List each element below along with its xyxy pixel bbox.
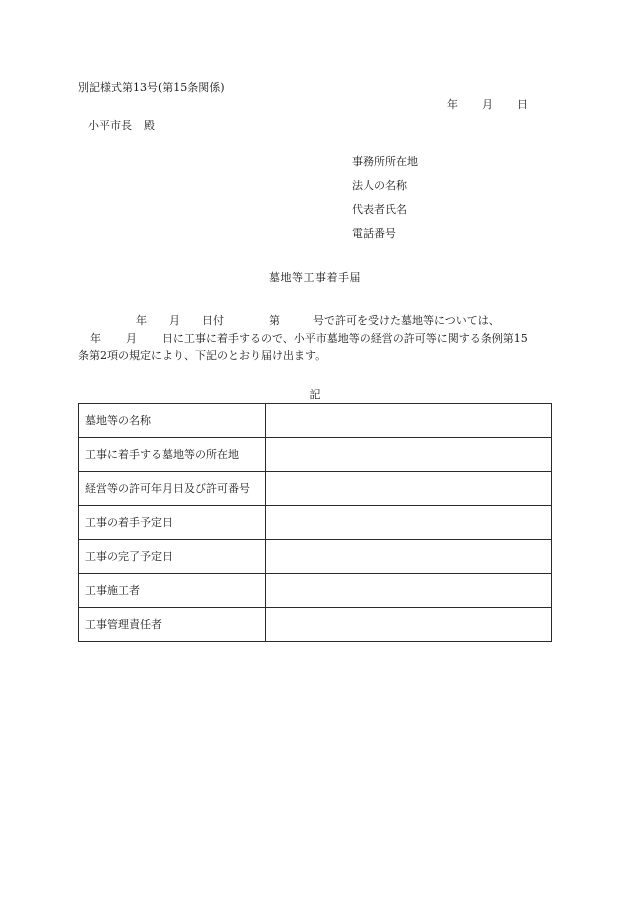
ki-heading: 記 [309,388,321,401]
table-row [79,438,552,472]
row-label: 墓地等の名称 [79,404,266,438]
row-value-field[interactable] [266,404,552,438]
body-month-label: 月 [169,314,180,327]
row-label: 工事管理責任者 [79,608,266,642]
table-row [79,574,552,608]
table-row [79,608,552,642]
form-number: 別記様式第13号(第15条関係) [78,81,225,94]
row-label: 工事に着手する墓地等の所在地 [79,438,266,472]
corporation-name-label: 法人の名称 [352,179,407,192]
submission-date [447,98,528,111]
table-row [79,506,552,540]
details-table [78,403,552,642]
row-label: 工事施工者 [79,574,266,608]
body-number-prefix: 第 [269,314,280,327]
body-year-label: 年 [136,314,147,327]
row-value-field[interactable] [266,472,552,506]
body-paragraph [78,314,558,367]
body-line-2-rest: 日に工事に着手するので、小平市墓地等の経営の許可等に関する条例第15 [162,331,528,345]
addressee-honorific: 殿 [144,119,155,132]
document-title: 墓地等工事着手届 [269,271,361,284]
body-year-label-2: 年 [90,331,101,345]
row-value-field[interactable] [266,574,552,608]
addressee-name: 小平市長 [88,119,132,132]
table-row [79,540,552,574]
row-label: 工事の着手予定日 [79,506,266,540]
row-value-field[interactable] [266,540,552,574]
row-value-field[interactable] [266,506,552,540]
body-dated-label: 日付 [202,314,224,327]
row-label: 経営等の許可年月日及び許可番号 [79,472,266,506]
body-month-label-2: 月 [126,331,137,345]
row-value-field[interactable] [266,438,552,472]
applicant-block [352,155,418,251]
office-address-label: 事務所所在地 [352,155,418,168]
body-line-3: 条第2項の規定により、下記のとおり届け出ます。 [78,349,327,362]
body-line-2 [78,332,558,350]
table-row [79,472,552,506]
body-line-1-rest: 号で許可を受けた墓地等については、 [313,314,500,327]
body-line-1 [78,314,558,332]
row-label: 工事の完了予定日 [79,540,266,574]
phone-label: 電話番号 [352,227,396,240]
representative-label: 代表者氏名 [352,203,407,216]
table-row [79,404,552,438]
addressee [88,119,155,132]
date-day-label: 日 [517,98,528,111]
date-year-label: 年 [447,98,458,111]
row-value-field[interactable] [266,608,552,642]
date-month-label: 月 [482,98,493,111]
